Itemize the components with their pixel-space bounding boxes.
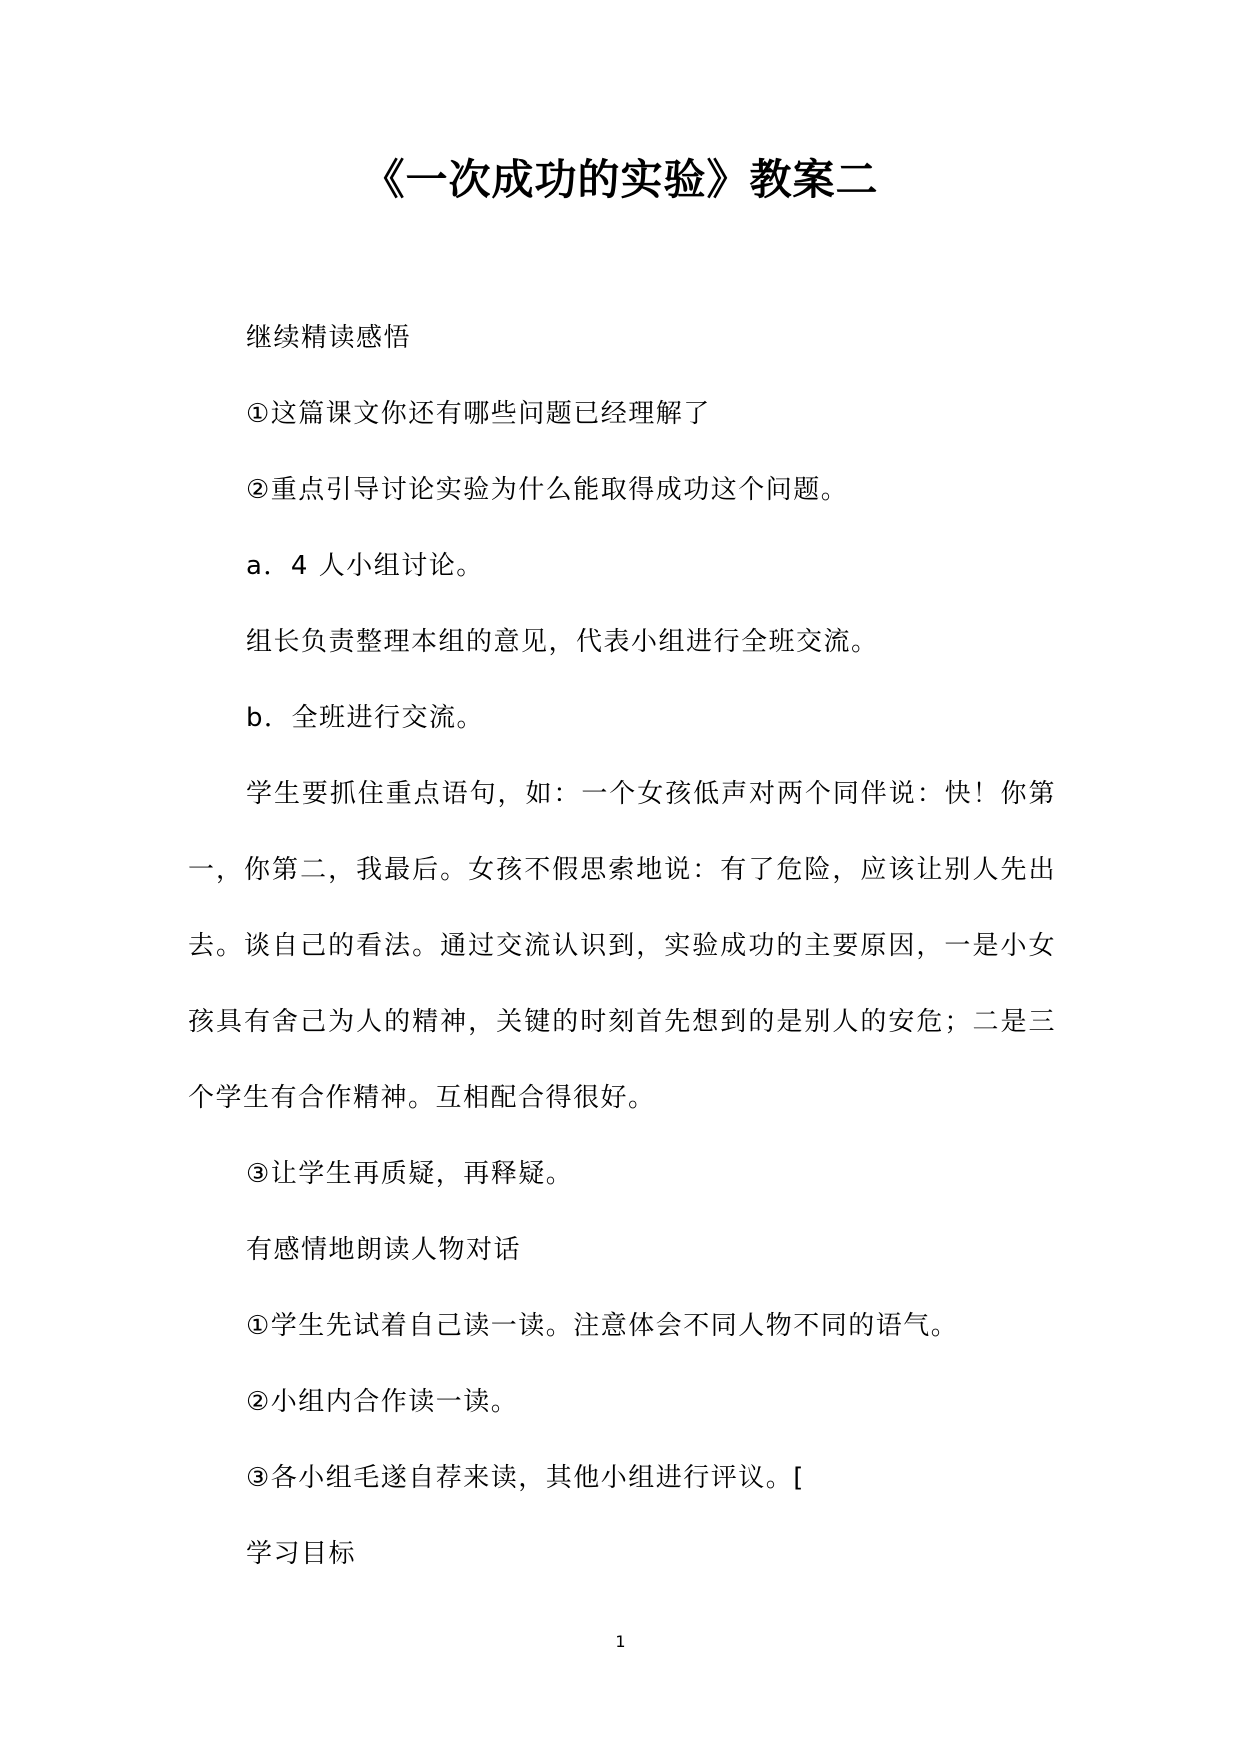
paragraph: 有感情地朗读人物对话 <box>246 1235 522 1265</box>
document-title: 《一次成功的实验》教案二 <box>362 155 879 204</box>
paragraph: 组长负责整理本组的意见，代表小组进行全班交流。 <box>246 627 879 657</box>
paragraph: 学生要抓住重点语句，如：一个女孩低声对两个同伴说：快！你第一，你第二，我最后。女孩不假思索地说：有了危险，应该让别人先出去。谈自己的看法。通过交流认识到，实验成功的主要原因，一是小女孩具有舍己为人的精神，关键的时刻首先想到的是别人的安危；二是三个学生有合作精神。互相配合得很好。 <box>188 779 1056 1113</box>
document-body <box>188 318 1056 1610</box>
paragraph: b．全班进行交流。 <box>246 703 485 733</box>
paragraph: a．4 人小组讨论。 <box>246 551 484 581</box>
paragraph: ③让学生再质疑，再释疑。 <box>246 1159 574 1189</box>
paragraph: 学习目标 <box>246 1539 357 1569</box>
paragraph: 继续精读感悟 <box>246 323 412 353</box>
paragraph: ②小组内合作读一读。 <box>246 1387 519 1417</box>
paragraph: ①这篇课文你还有哪些问题已经理解了 <box>246 399 711 429</box>
paragraph: ①学生先试着自己读一读。注意体会不同人物不同的语气。 <box>246 1311 959 1341</box>
paragraph: ②重点引导讨论实验为什么能取得成功这个问题。 <box>246 475 849 505</box>
page-number: 1 <box>615 1632 626 1651</box>
paragraph: ③各小组毛遂自荐来读，其他小组进行评议。[ <box>246 1463 805 1493</box>
